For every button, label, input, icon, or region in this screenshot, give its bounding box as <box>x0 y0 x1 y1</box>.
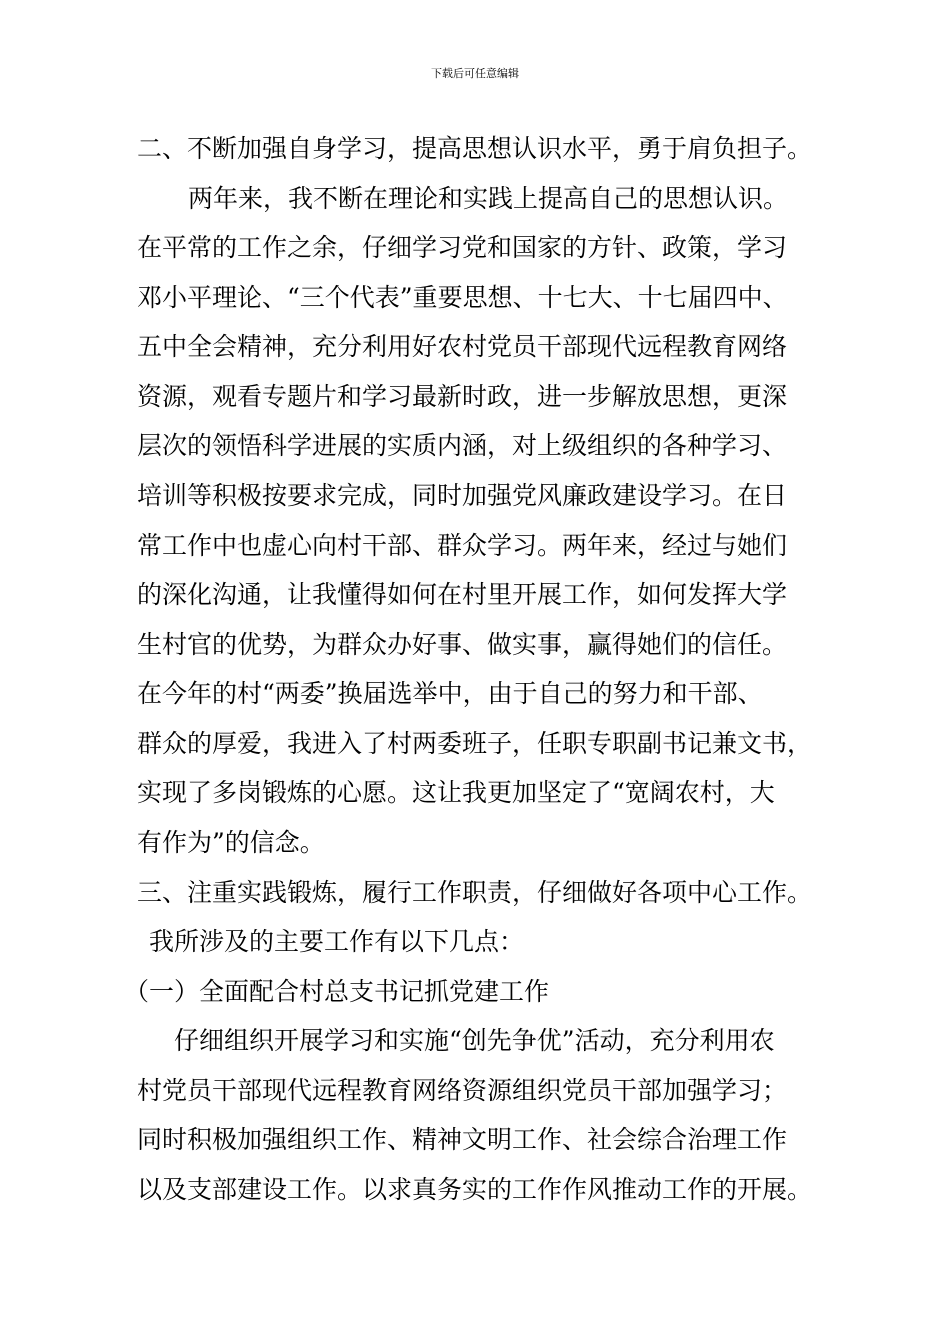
paragraph-line: 在今年的村“两委”换届选举中，由于自己的努力和干部、 <box>137 679 763 708</box>
paragraph-line: 两年来，我不断在理论和实践上提高自己的思想认识。 <box>188 184 789 213</box>
paragraph-line: 同时积极加强组织工作、精神文明工作、社会综合治理工作 <box>137 1125 788 1154</box>
paragraph-line: 有作为”的信念。 <box>137 828 325 857</box>
paragraph-line: 在平常的工作之余，仔细学习党和国家的方针、政策，学习 <box>137 233 788 262</box>
paragraph-line: 培训等积极按要求完成，同时加强党风廉政建设学习。在日 <box>137 481 788 510</box>
paragraph-line: 五中全会精神，充分利用好农村党员干部现代远程教育网络 <box>137 332 788 361</box>
paragraph-line: 生村官的优势，为群众办好事、做实事，赢得她们的信任。 <box>137 630 788 659</box>
paragraph-line: 常工作中也虚心向村干部、群众学习。两年来，经过与她们 <box>137 531 788 560</box>
paragraph-line: 层次的领悟科学进展的实质内涵，对上级组织的各种学习、 <box>137 431 788 460</box>
paragraph-line: 村党员干部现代远程教育网络资源组织党员干部加强学习； <box>137 1076 788 1105</box>
paragraph-line: 实现了多岗锻炼的心愿。这让我更加坚定了“宽阔农村，大 <box>137 778 775 807</box>
subsection-heading: （一）全面配合村总支书记抓党建工作 <box>124 977 550 1006</box>
paragraph-line: 的深化沟通，让我懂得如何在村里开展工作，如何发挥大学 <box>137 580 788 609</box>
paragraph-line: 我所涉及的主要工作有以下几点： <box>149 927 525 956</box>
paragraph-line: 以及支部建设工作。以求真务实的工作作风推动工作的开展。 <box>137 1175 813 1204</box>
paragraph-line: 仔细组织开展学习和实施“创先争优”活动，充分利用农 <box>174 1026 775 1055</box>
section-heading: 三、注重实践锻炼，履行工作职责，仔细做好各项中心工作。 <box>137 878 813 907</box>
paragraph-line: 群众的厚爱，我进入了村两委班子，任职专职副书记兼文书， <box>137 729 813 758</box>
section-heading: 二、不断加强自身学习，提高思想认识水平，勇于肩负担子。 <box>137 134 813 163</box>
paragraph-line: 资源，观看专题片和学习最新时政，进一步解放思想，更深 <box>137 382 788 411</box>
paragraph-line: 邓小平理论、“三个代表”重要思想、十七大、十七届四中、 <box>137 283 788 312</box>
page-header: 下载后可任意编辑 <box>431 67 519 80</box>
